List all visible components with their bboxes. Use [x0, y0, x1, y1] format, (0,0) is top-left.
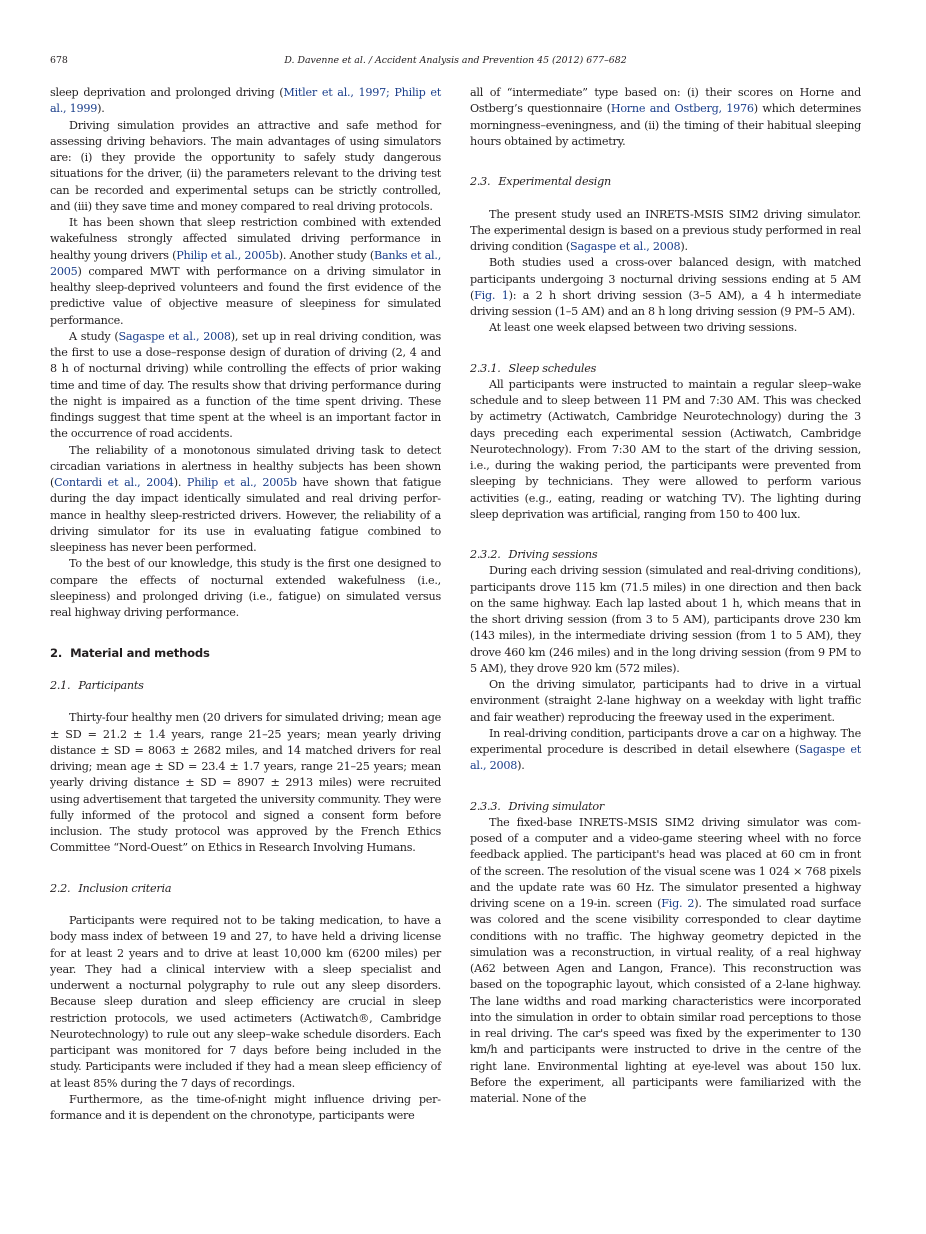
paragraph: On the driving simulator, participants had to drive in a virtual environment (straight 2-lane highway on a weekday with light traffic and fair weather) reproducing the freeway used in the experiment. — [470, 678, 861, 724]
citation-link[interactable]: Sagaspe et al., 2008 — [570, 240, 681, 253]
paragraph: A study (Sagaspe et al., 2008), set up in real driving condition, was the first to use a dose–response design of duration of driving (2, 4 and 8 h of nocturnal driving) while controlling the effects of prior waking time and time of day. The results show that driving performance during the night is impaired as a function of the time spent driving. These findings suggest that time spent at the wheel is an important factor in the occurrence of road accidents. — [50, 329, 442, 441]
paragraph: All participants were instructed to maintain a regular sleep–wake schedule and to sleep between 11 PM and 7:30 AM. This was checked by actimetry (Actiwatch, Cambridge Neurotechnology) during the 3 days preceding each experimental session (Actiwatch, Cambridge Neurotechnology). From 7:30 AM to the start of the driving session, i.e., during the waking period, the participants were prevented from sleeping by technicians. They were allowed to perform various activities (e.g., eating, reading or watching TV). The lighting during sleep deprivation was artificial, ranging from 150 to 400 lux. — [470, 377, 861, 521]
paragraph: Thirty-four healthy men (20 drivers for simulated driving; mean age ± SD = 21.2 ± 1.4 years, range 21–25 years; mean yearly driving distance ± SD = 8063 ± 2682 miles, and 14 matched drivers for real driving; mean age ± SD = 23.4 ± 1.7 years, range 21–25 years; mean yearly driving distance ± SD = 8907 ± 2913 miles) were recruited using advertisement that targeted the university community. They were fully informed of the protocol and signed a consent form before inclusion. The study protocol was approved by the French Ethics Committee “Nord-Ouest” on Ethics in Research Involving Humans. — [50, 711, 441, 855]
figure-link[interactable]: Fig. 2 — [661, 897, 695, 910]
paragraph: At least one week elapsed between two driving sessions. — [489, 321, 798, 335]
citation-link[interactable]: Sagaspe et al., 2008 — [470, 743, 861, 773]
paragraph: In real-driving condition, participants drove a car on a highway. The experimental procedure is described in detail elsewhere (Sagaspe et al., 2008). — [470, 726, 861, 773]
subsection-heading: 2.3.1. Sleep schedules — [470, 361, 597, 375]
paragraph: Driving simulation provides an attractive and safe method for assessing driving behaviors. The main advantages of using simulators are: (i) they provide the opportunity to safely study dangerous situations for the driver, (ii) the parameters relevant to the driving test can be recorded and experimental setups can be strictly controlled, and (iii) they save time and money compared to real driving protocols. — [50, 118, 441, 213]
citation-link[interactable]: Horne and Ostberg, 1976 — [610, 102, 754, 116]
subsection-heading: 2.3.2. Driving sessions — [470, 548, 598, 561]
subsection-heading: 2.3. Experimental design — [470, 175, 611, 188]
section-heading: 2. Material and methods — [50, 646, 210, 661]
citation-link[interactable]: Philip et al., 2005b — [186, 476, 297, 489]
citation-link[interactable]: Philip et al., 2005b — [176, 248, 279, 262]
subsection-heading: 2.2. Inclusion criteria — [50, 881, 172, 895]
paragraph: To the best of our knowledge, this study is the first one designed to compare the effects of nocturnal extended wakefulness (i.e., sleepiness) and prolonged driving (i.e., fatigue) on simulated versus real highway driving performance. — [50, 557, 441, 619]
paragraph: all of “intermediate” type based on: (i) their scores on Horne and Ostberg’s questionnaire (Horne and Ostberg, 1976) which determines morningness–eveningness, and (ii) the timing of their habitual sleeping hours obtained by actimetry. — [470, 86, 861, 148]
paragraph: sleep deprivation and prolonged driving (Mitler et al., 1997; Philip et al., 1999). — [50, 86, 441, 116]
paragraph: The present study used an INRETS-MSIS SIM2 driving simulator. The experimental design is based on a previous study performed in real driving condition (Sagaspe et al., 2008). — [470, 207, 861, 253]
right-column — [470, 85, 861, 1107]
citation-link[interactable]: Mitler et al., 1997; Philip et al., 1999 — [50, 86, 441, 116]
paragraph: It has been shown that sleep restriction combined with extended wakefulness strongly affected simulated driving performance in healthy young drivers (Philip et al., 2005b). Another study (Banks et al., 2005) compared MWT with performance on a driving simulator in healthy sleep-deprived volunteers and found the first evidence of the predictive value of objective measure of sleepiness for simulated performance. — [50, 216, 441, 327]
paragraph: Participants were required not to be taking medication, to have a body mass index of between 19 and 27, to have held a driving license for at least 2 years and to drive at least 10,000 km (6200 miles) per year. They had a clinical interview with a sleep specialist and underwent a nocturnal polygraphy to rule out any sleep disorders. Because sleep duration and sleep efficiency are crucial in sleep restriction protocols, we used actimeters (Actiwatch®, Cambridge Neurotechnology) to rule out any sleep–wake schedule disorders. Each participant was monitored for 7 days before being included in the study. Participants were included if they had a mean sleep efficiency of at least 85% during the 7 days of recordings. — [50, 914, 441, 1090]
running-header — [50, 55, 861, 69]
paragraph: Both studies used a cross-over balanced design, with matched participants undergoing 3 nocturnal driving sessions ending at 5 AM (Fig. 1): a 2 h short driving session (3–5 AM), a 4 h intermediate driving session (1–5 AM) and an 8 h long driving session (9 PM–5 AM). — [470, 256, 862, 318]
paragraph: The fixed-base INRETS-MSIS SIM2 driving simulator was composed of a computer and a video-game steering wheel with no force feedback applied. The participant's head was placed at 60 cm in front of the screen. The resolution of the visual scene was 1 024 × 768 pixels and the update rate was 60 Hz. The simulator presented a highway driving scene on a 19-in. screen (Fig. 2). The simulated road surface was colored and the scene visibility corresponded to clear daytime conditions with no traffic. The highway geometry depicted in the simulation was a reconstruction, in virtual reality, of a real highway (A62 between Agen and Langon, France). This reconstruction was based on the topographic layout, which consisted of a 2-lane highway. The lane widths and road marking characteristics were incorporated into the simulation in order to obtain similar road perceptions to those in real driving. The car's speed was fixed by the experimenter to 130 km/h and participants were instructed to drive in the centre of the right lane. Environmental lighting at eye-level was about 150 lux. Before the experiment, all participants were familiarized with the material. None of the — [470, 815, 862, 1105]
journal-reference: D. Davenne et al. / Accident Analysis and Prevention 45 (2012) 677–682 — [284, 55, 627, 66]
paragraph: Furthermore, as the time-of-night might influence driving performance and it is dependent on the chronotype, participants were — [50, 1092, 441, 1122]
subsection-heading: 2.3.3. Driving simulator — [470, 799, 604, 813]
subsection-heading: 2.1. Participants — [50, 678, 144, 692]
page-number: 678 — [50, 55, 68, 66]
paragraph: During each driving session (simulated and real-driving conditions), participants drove 115 km (71.5 miles) in one direction and then back on the same highway. Each lap lasted about 1 h, which means that in the short driving session (from 3 to 5 AM), participants drove 230 km (143 miles), in the intermediate driving session (from 1 to 5 AM), they drove 460 km (246 miles) and in the long driving session (from 9 PM to 5 AM), they drove 920 km (572 miles). — [470, 564, 861, 675]
citation-link[interactable]: Sagaspe et al., 2008 — [118, 329, 231, 343]
citation-link[interactable]: Banks et al., 2005 — [50, 248, 441, 278]
figure-link[interactable]: Fig. 1 — [474, 288, 509, 302]
left-column — [50, 85, 441, 1124]
citation-link[interactable]: Contardi et al., 2004 — [54, 476, 174, 489]
paragraph: The reliability of a monotonous simulated driving task to detect circadian variations in alertness in healthy subjects has been shown (Contardi et al., 2004). Philip et al., 2005b have shown that fatigue during the day impact identically simulated and real driving performance in healthy sleep-restricted drivers. However, the reliability of a driving simulator for its use in evaluating fatigue combined to sleepiness has never been performed. — [50, 443, 441, 554]
